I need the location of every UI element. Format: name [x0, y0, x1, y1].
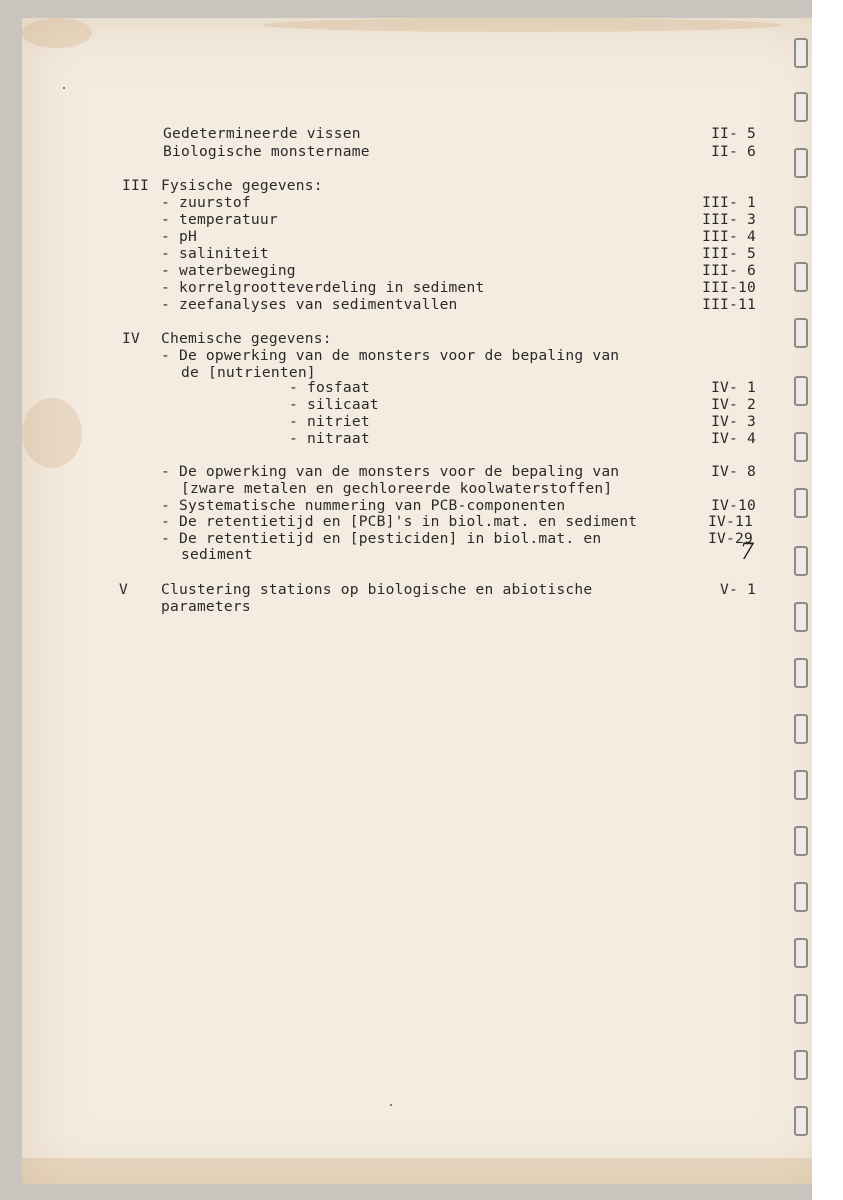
toc-entry-page: IV- 8 [711, 463, 756, 480]
section-title: parameters [161, 598, 251, 615]
handwritten-mark: 7 [740, 540, 754, 565]
toc-entry-page: III-10 [702, 279, 756, 296]
toc-entry-text: - saliniteit [161, 245, 269, 262]
toc-entry-page: IV- 1 [711, 379, 756, 396]
toc-entry-text: - De opwerking van de monsters voor de bepaling van [161, 347, 620, 364]
toc-entry-text: - korrelgrootteverdeling in sediment [161, 279, 485, 296]
toc-entry-text: - zuurstof [161, 194, 251, 211]
toc-entry-text: - silicaat [289, 396, 379, 413]
toc-entry-page: III-11 [702, 296, 756, 313]
toc-entry-text: - De opwerking van de monsters voor de bepaling van [161, 463, 620, 480]
toc-entry-text: de [nutrienten] [181, 364, 316, 381]
toc-entry-page: III- 6 [702, 262, 756, 279]
toc-entry-text: Gedetermineerde vissen [163, 125, 361, 142]
toc-entry-page: II- 5 [711, 125, 756, 142]
toc-entry-page: III- 4 [702, 228, 756, 245]
toc-entry-text: - nitriet [289, 413, 370, 430]
section-title: Clustering stations op biologische en abiotische [161, 581, 593, 598]
section-numeral: IV [122, 330, 140, 347]
section-title: Chemische gegevens: [161, 330, 332, 347]
toc-entry-page: IV-11 [708, 513, 753, 530]
toc-entry-page: IV- 2 [711, 396, 756, 413]
toc-entry-text: [zware metalen en gechloreerde koolwaterstoffen] [181, 480, 613, 497]
toc-entry-page: III- 3 [702, 211, 756, 228]
toc-entry-text: - pH [161, 228, 197, 245]
toc-entry-page: IV-10 [711, 497, 756, 514]
section-numeral: V [119, 581, 128, 598]
section-numeral: III [122, 177, 149, 194]
section-title: Fysische gegevens: [161, 177, 323, 194]
toc-entry-text: - temperatuur [161, 211, 278, 228]
toc-entry-text: - De retentietijd en [pesticiden] in biol.mat. en [161, 530, 602, 547]
toc-entry-text: Biologische monstername [163, 143, 370, 160]
toc-entry-text: - waterbeweging [161, 262, 296, 279]
toc-entry-page: III- 5 [702, 245, 756, 262]
toc-entry-text: - nitraat [289, 430, 370, 447]
toc-entry-text: - fosfaat [289, 379, 370, 396]
toc-entry-page: III- 1 [702, 194, 756, 211]
toc-entry-text: - De retentietijd en [PCB]'s in biol.mat. en sediment [161, 513, 638, 530]
toc-entry-page: V- 1 [720, 581, 756, 598]
toc-entry-page: II- 6 [711, 143, 756, 160]
toc-entry-text: - zeefanalyses van sedimentvallen [161, 296, 458, 313]
toc-entry-page: IV- 4 [711, 430, 756, 447]
toc-entry-page: IV-29 [708, 530, 753, 547]
toc-entry-page: IV- 3 [711, 413, 756, 430]
toc-entry-text: sediment [181, 546, 253, 563]
toc-entry-text: - Systematische nummering van PCB-componenten [161, 497, 566, 514]
